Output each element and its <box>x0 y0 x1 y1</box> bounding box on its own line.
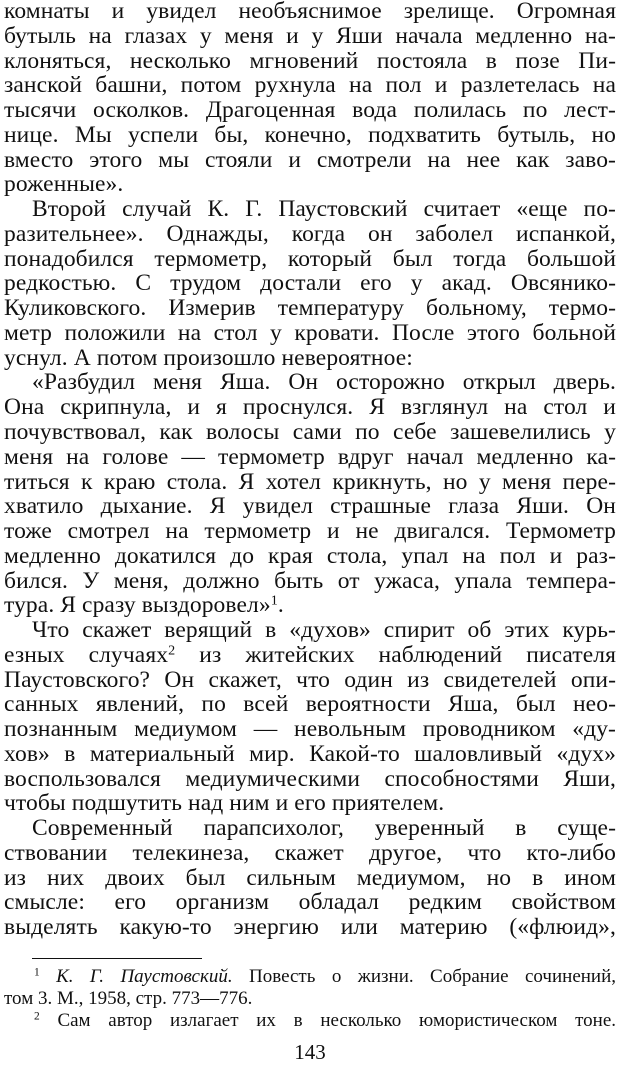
text-line: Что скажет верящий в «духов» спирит об этих курь- <box>32 617 616 644</box>
text-line: метр положили на стол у кровати. После этого больной <box>4 319 616 346</box>
footnote-mark: 2 <box>34 1010 40 1023</box>
text-line: из них двоих был сильным медиумом, но в ином <box>4 864 616 891</box>
footnote-text: Повесть о жизни. Собрание сочинений, <box>232 966 617 987</box>
footnote-line <box>4 1010 616 1032</box>
text-line: бутыль на глазах у меня и у Яши начала медленно на- <box>4 22 616 49</box>
text-line: Она скрипнула, и я проснулся. Я взглянул на стол и <box>4 394 616 421</box>
text-line: Современный парапсихолог, уверенный в суще- <box>32 815 616 842</box>
text-line-content: езных случаях <box>4 641 169 668</box>
text-line: хватило дыхание. Я увидел страшные глаза Яши. Он <box>4 493 616 520</box>
text-line: уснул. А потом произошло невероятное: <box>4 344 413 371</box>
text-line: роженные». <box>4 171 124 198</box>
text-line: Второй случай К. Г. Паустовский считает «еще по- <box>32 196 616 223</box>
text-line: тоже смотрел на термометр и не двигался. Термометр <box>4 518 616 545</box>
text-line: разительнее». Однажды, когда он заболел испанкой, <box>4 220 616 247</box>
footnote-ref: 1 <box>270 592 278 609</box>
text-line: Паустовского? Он скажет, что один из свидетелей опи- <box>4 666 616 693</box>
text-line: познанным медиумом — невольным проводником «ду- <box>4 716 616 743</box>
text-line: «Разбудил меня Яша. Он осторожно открыл дверь. <box>32 369 616 396</box>
footnote-line <box>4 966 616 988</box>
text-line: бился. У меня, должно быть от ужаса, упала темпера- <box>4 567 616 594</box>
text-line <box>4 593 616 618</box>
text-line: вместо этого мы стояли и смотрели на нее как заво- <box>4 146 616 173</box>
text-line: комнаты и увидел необъяснимое зрелище. Огромная <box>4 0 616 24</box>
text-line: понадобился термометр, который был тогда большой <box>4 245 616 272</box>
text-line: медленно докатился до края стола, упал на пол и раз- <box>4 542 616 569</box>
footnote-mark: 1 <box>34 966 40 979</box>
text-line: Куликовского. Измерив температуру больному, термо- <box>4 295 616 322</box>
text-line-content: тура. Я сразу выздоровел» <box>4 592 271 619</box>
text-line: воспользовался медиумическими способностями Яши, <box>4 765 616 792</box>
text-line: санных явлений, по всей вероятности Яша, был нео- <box>4 691 616 718</box>
text-line: меня на голове — термометр вдруг начал медленно ка- <box>4 443 616 470</box>
footnote-line: том 3. М., 1958, стр. 773—776. <box>4 988 253 1009</box>
footnote-ref: 2 <box>168 642 176 659</box>
text-line: редкостью. С трудом достали его у акад. Овсянико- <box>4 270 616 297</box>
footnote-divider <box>32 958 202 959</box>
text-line: занской башни, потом рухнула на пол и разлетелась на <box>4 72 616 99</box>
text-line: чтобы подшутить над ним и его приятелем. <box>4 790 445 817</box>
text-line <box>4 643 616 668</box>
text-line: титься к краю стола. Я хотел крикнуть, но у меня пере- <box>4 468 616 495</box>
period: . <box>277 592 284 619</box>
text-line: почувствовал, как волосы сами по себе зашевелились у <box>4 418 616 445</box>
text-line: тысячи осколков. Драгоценная вода полилась по лест- <box>4 97 616 124</box>
text-line: нице. Мы успели бы, конечно, подхватить бутыль, но <box>4 121 616 148</box>
text-line: хов» в материальный мир. Какой-то шаловливый «дух» <box>4 740 616 767</box>
footnote-author: К. Г. Паустовский. <box>56 966 233 987</box>
page-number: 143 <box>294 1040 326 1064</box>
text-line: выделять какую-то энергию или материю («флюид», <box>4 914 616 941</box>
text-line: клоняться, несколько мгновений постояла в позе Пи- <box>4 47 616 74</box>
text-line: смысле: его организм обладал редким свойством <box>4 889 616 916</box>
text-line-content: из житейских наблюдений писателя <box>175 641 616 668</box>
text-line: ствовании телекинеза, скажет другое, что кто-либо <box>4 839 616 866</box>
footnote-text: Сам автор излагает их в несколько юмористическом тоне. <box>57 1010 617 1031</box>
